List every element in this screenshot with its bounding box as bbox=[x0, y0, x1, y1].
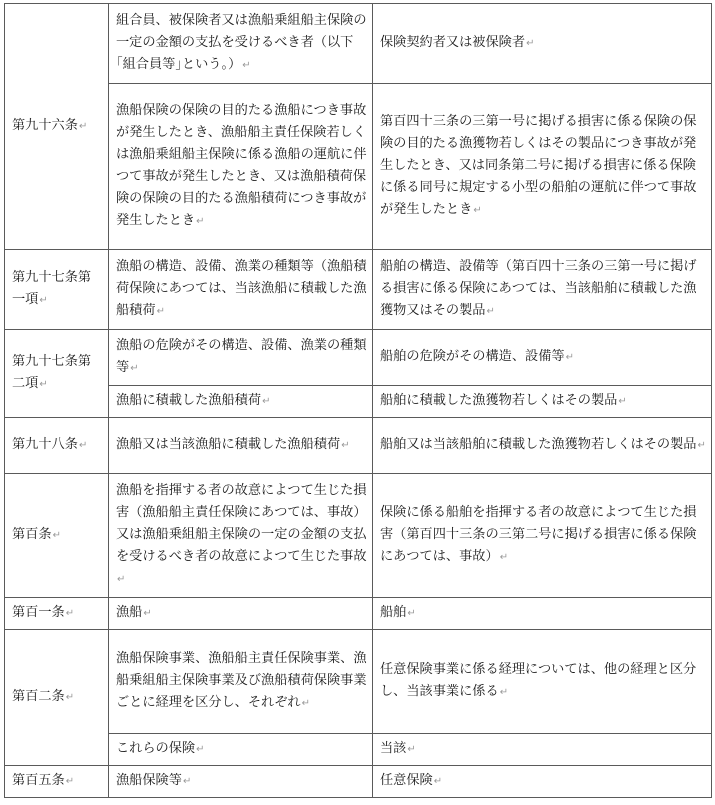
return-mark: ↵ bbox=[117, 574, 126, 585]
original-text-cell: 組合員、被保険者又は漁船乗組船主保険の一定の金額の支払を受けるべき者（以下｢組合員等｣という。）↵ bbox=[109, 4, 373, 84]
article-cell: 第百五条↵ bbox=[5, 766, 109, 798]
return-mark: ↵ bbox=[39, 379, 48, 390]
original-text-cell: 漁船保険の保険の目的たる漁船につき事故が発生したとき、漁船船主責任保険若しくは漁船乗組船主保険に係る漁船の運航に伴つて事故が発生したとき、又は漁船積荷保険の保険の目的たる漁船積荷につき事故が発生したとき↵ bbox=[109, 84, 373, 250]
return-mark: ↵ bbox=[473, 205, 482, 216]
return-mark: ↵ bbox=[407, 608, 416, 619]
return-mark: ↵ bbox=[486, 306, 495, 317]
return-mark: ↵ bbox=[182, 776, 192, 787]
table-row bbox=[5, 386, 712, 418]
return-mark: ↵ bbox=[196, 216, 205, 227]
return-mark: ↵ bbox=[618, 396, 627, 407]
table-row bbox=[5, 330, 712, 386]
article-cell: 第九十八条↵ bbox=[5, 418, 109, 474]
table-row bbox=[5, 418, 712, 474]
original-text-cell: 漁船↵ bbox=[109, 598, 373, 630]
return-mark: ↵ bbox=[565, 352, 575, 363]
return-mark: ↵ bbox=[196, 744, 205, 755]
return-mark: ↵ bbox=[65, 776, 75, 787]
replacement-text-cell: 船舶↵ bbox=[373, 598, 712, 630]
return-mark: ↵ bbox=[697, 440, 706, 451]
return-mark: ↵ bbox=[52, 530, 61, 541]
return-mark: ↵ bbox=[301, 698, 311, 709]
return-mark: ↵ bbox=[526, 38, 535, 49]
original-text-cell: 漁船に積載した漁船積荷↵ bbox=[109, 386, 373, 418]
table-row bbox=[5, 250, 712, 330]
table-row bbox=[5, 734, 712, 766]
return-mark: ↵ bbox=[499, 687, 509, 698]
article-cell: 第百一条↵ bbox=[5, 598, 109, 630]
table-row bbox=[5, 630, 712, 734]
table-row bbox=[5, 4, 712, 84]
replacement-text-cell: 任意保険↵ bbox=[373, 766, 712, 798]
return-mark: ↵ bbox=[78, 121, 88, 132]
return-mark: ↵ bbox=[143, 608, 152, 619]
original-text-cell: これらの保険↵ bbox=[109, 734, 373, 766]
table-row bbox=[5, 474, 712, 598]
table-row bbox=[5, 598, 712, 630]
original-text-cell: 漁船又は当該漁船に積載した漁船積荷↵ bbox=[109, 418, 373, 474]
article-cell: 第九十七条第二項↵ bbox=[5, 330, 109, 418]
replacement-text-cell: 船舶の危険がその構造、設備等↵ bbox=[373, 330, 712, 386]
return-mark: ↵ bbox=[499, 552, 509, 563]
table-row bbox=[5, 766, 712, 798]
original-text-cell: 漁船の危険がその構造、設備、漁業の種類等↵ bbox=[109, 330, 373, 386]
replacement-text-cell: 当該↵ bbox=[373, 734, 712, 766]
return-mark: ↵ bbox=[341, 440, 350, 451]
replacement-text-cell: 船舶に積載した漁獲物若しくはその製品↵ bbox=[373, 386, 712, 418]
replacement-text-cell: 任意保険事業に係る経理については、他の経理と区分し、当該事業に係る↵ bbox=[373, 630, 712, 734]
table-row bbox=[5, 84, 712, 250]
return-mark: ↵ bbox=[262, 396, 271, 407]
replacement-text-cell: 保険契約者又は被保険者↵ bbox=[373, 4, 712, 84]
return-mark: ↵ bbox=[433, 776, 443, 787]
original-text-cell: 漁船保険等↵ bbox=[109, 766, 373, 798]
article-cell: 第九十六条↵ bbox=[5, 4, 109, 250]
return-mark: ↵ bbox=[242, 60, 251, 71]
return-mark: ↵ bbox=[78, 440, 88, 451]
return-mark: ↵ bbox=[65, 608, 75, 619]
replacement-text-cell: 船舶の構造、設備等（第百四十三条の三第一号に掲げる損害に係る保険にあつては、当該船舶に積載した漁獲物又はその製品↵ bbox=[373, 250, 712, 330]
return-mark: ↵ bbox=[39, 295, 48, 306]
article-cell: 第九十七条第一項↵ bbox=[5, 250, 109, 330]
article-cell: 第百二条↵ bbox=[5, 630, 109, 766]
original-text-cell: 漁船を指揮する者の故意によつて生じた損害（漁船船主責任保険にあつては、事故）又は漁船乗組船主保険の一定の金額の支払を受けるべき者の故意によつて生じた事故↵ bbox=[109, 474, 373, 598]
return-mark: ↵ bbox=[130, 363, 139, 374]
original-text-cell: 漁船保険事業、漁船船主責任保険事業、漁船乗組船主保険事業及び漁船積荷保険事業ごとに経理を区分し、それぞれ↵ bbox=[109, 630, 373, 734]
return-mark: ↵ bbox=[407, 744, 416, 755]
return-mark: ↵ bbox=[65, 692, 75, 703]
return-mark: ↵ bbox=[156, 306, 165, 317]
replacement-text-cell: 第百四十三条の三第一号に掲げる損害に係る保険の保険の目的たる漁獲物若しくはその製品につき事故が発生したとき、又は同条第二号に掲げる損害に係る保険に係る同号に規定する小型の船舶の運航に伴つて事故が発生したとき↵ bbox=[373, 84, 712, 250]
replacement-text-cell: 船舶又は当該船舶に積載した漁獲物若しくはその製品↵ bbox=[373, 418, 712, 474]
replacement-text-cell: 保険に係る船舶を指揮する者の故意によつて生じた損害（第百四十三条の三第二号に掲げる損害に係る保険にあつては、事故）↵ bbox=[373, 474, 712, 598]
provision-replacement-table bbox=[4, 3, 712, 798]
original-text-cell: 漁船の構造、設備、漁業の種類等（漁船積荷保険にあつては、当該漁船に積載した漁船積荷↵ bbox=[109, 250, 373, 330]
article-cell: 第百条↵ bbox=[5, 474, 109, 598]
